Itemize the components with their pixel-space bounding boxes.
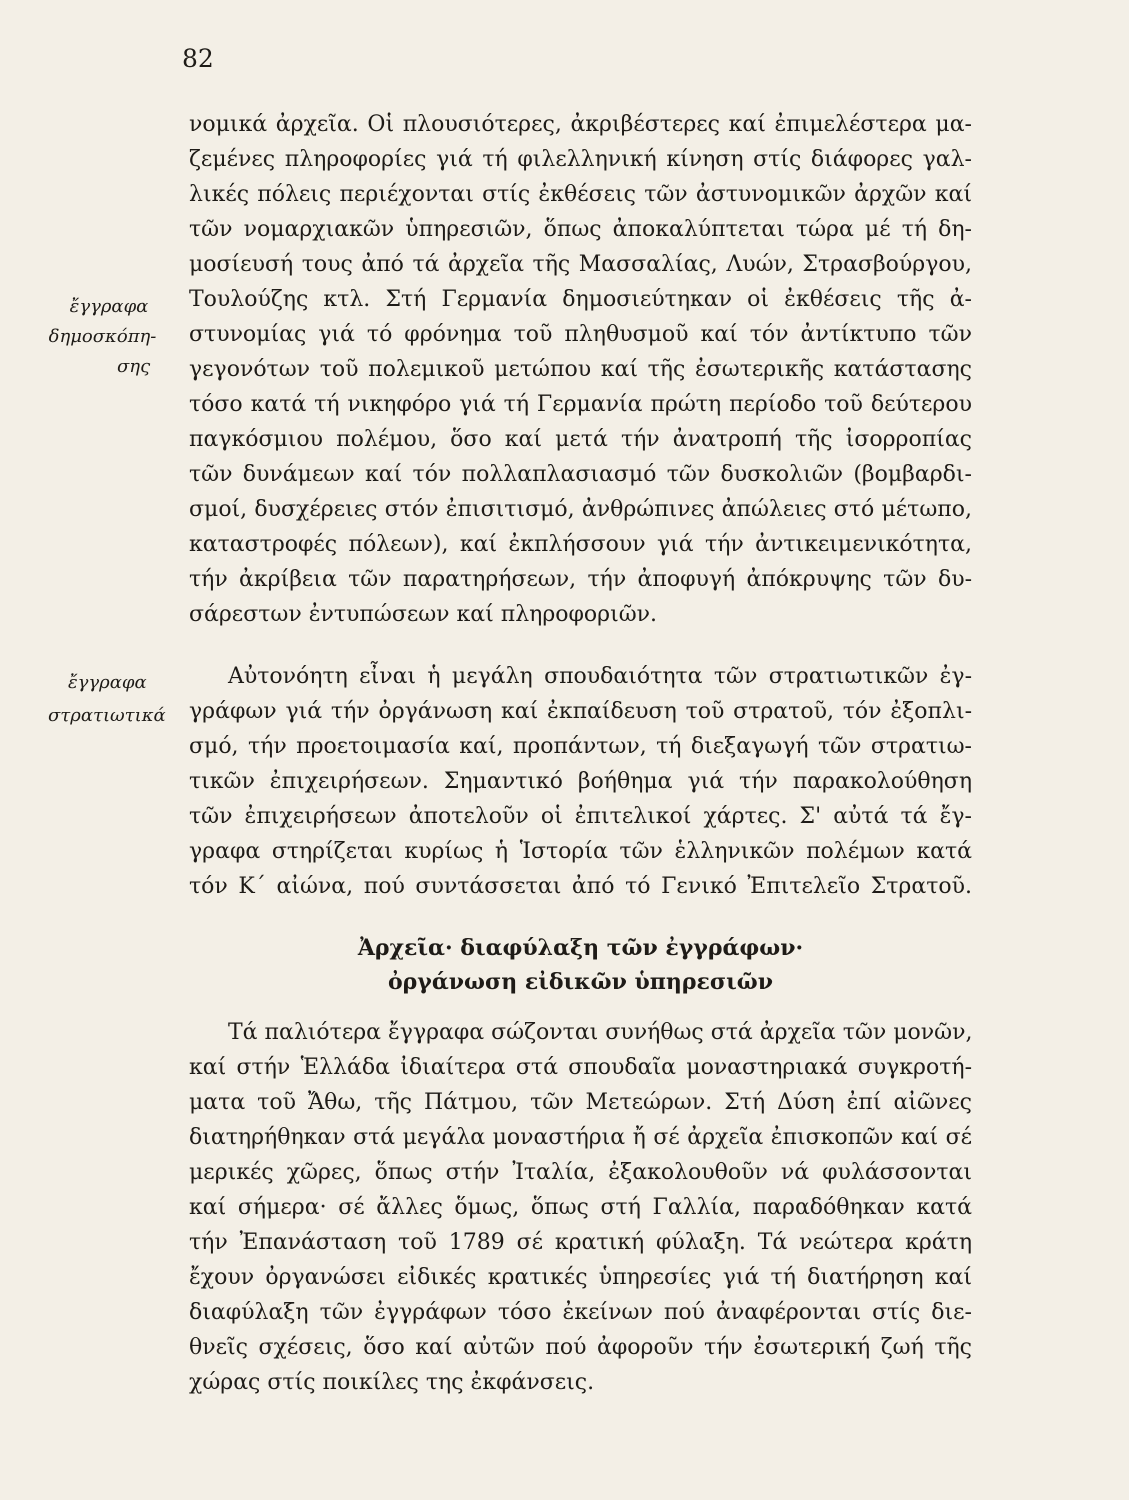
text-line: μερικές χῶρες, ὅπως στήν Ἰταλία, ἐξακολουθοῦν νά φυλάσσονται — [189, 1160, 972, 1185]
text-line: ἔχουν ὀργανώσει εἰδικές κρατικές ὑπηρεσίες γιά τή διατήρηση καί — [189, 1265, 972, 1290]
text-line: σάρεστων ἐντυπώσεων καί πληροφοριῶν. — [189, 602, 658, 627]
text-line: σμό, τήν προετοιμασία καί, προπάντων, τή διεξαγωγή τῶν στρατιω- — [189, 734, 972, 759]
text-line: καταστροφές πόλεων), καί ἐκπλήσσουν γιά τήν ἀντικειμενικότητα, — [189, 532, 972, 557]
text-line: τικῶν ἐπιχειρήσεων. Σημαντικό βοήθημα γιά τήν παρακολούθηση — [189, 769, 972, 794]
text-line: Τά παλιότερα ἔγγραφα σώζονται συνήθως στά ἀρχεῖα τῶν μονῶν, — [228, 1020, 973, 1045]
text-line: ματα τοῦ Ἄθω, τῆς Πάτμου, τῶν Μετεώρων. Στή Δύση ἐπί αἰῶνες — [189, 1090, 972, 1115]
text-line: γράφων γιά τήν ὀργάνωση καί ἐκπαίδευση τοῦ στρατοῦ, τόν ἐξοπλι- — [189, 699, 972, 724]
page-number: 82 — [182, 44, 214, 73]
text-line: τόν Κ΄ αἰώνα, πού συντάσσεται ἀπό τό Γενικό Ἐπιτελεῖο Στρατοῦ. — [189, 874, 972, 899]
margin-note-line: ἔγγραφα — [69, 296, 149, 317]
section-heading: ὀργάνωση εἰδικῶν ὑπηρεσιῶν — [388, 969, 773, 995]
text-line: γραφα στηρίζεται κυρίως ἡ Ἱστορία τῶν ἑλληνικῶν πολέμων κατά — [189, 839, 972, 864]
text-line: ζεμένες πληροφορίες γιά τή φιλελληνική κίνηση στίς διάφορες γαλ- — [189, 147, 972, 172]
text-line: τήν Ἐπανάσταση τοῦ 1789 σέ κρατική φύλαξη. Τά νεώτερα κράτη — [189, 1230, 972, 1255]
text-line: χώρας στίς ποικίλες της ἐκφάνσεις. — [189, 1370, 595, 1395]
text-line: τῶν ἐπιχειρήσεων ἀποτελοῦν οἱ ἐπιτελικοί χάρτες. Σ' αὐτά τά ἔγ- — [189, 804, 972, 829]
text-line: λικές πόλεις περιέχονται στίς ἐκθέσεις τῶν ἀστυνομικῶν ἀρχῶν καί — [189, 182, 972, 207]
text-line: νομικά ἀρχεῖα. Οἱ πλουσιότερες, ἀκριβέστερες καί ἐπιμελέστερα μα- — [189, 112, 972, 137]
text-line: διατηρήθηκαν στά μεγάλα μοναστήρια ἤ σέ ἀρχεῖα ἐπισκοπῶν καί σέ — [189, 1125, 972, 1150]
text-line: καί στήν Ἑλλάδα ἰδιαίτερα στά σπουδαῖα μοναστηριακά συγκροτή- — [189, 1055, 972, 1080]
text-line: παγκόσμιου πολέμου, ὅσο καί μετά τήν ἀνατροπή τῆς ἰσορροπίας — [189, 427, 972, 452]
text-line: σμοί, δυσχέρειες στόν ἐπισιτισμό, ἀνθρώπινες ἀπώλειες στό μέτωπο, — [189, 497, 972, 522]
text-line: τόσο κατά τή νικηφόρο γιά τή Γερμανία πρώτη περίοδο τοῦ δεύτερου — [189, 392, 972, 417]
text-line: θνεῖς σχέσεις, ὅσο καί αὐτῶν πού ἀφοροῦν τήν ἐσωτερική ζωή τῆς — [189, 1335, 972, 1360]
text-line: στυνομίας γιά τό φρόνημα τοῦ πληθυσμοῦ καί τόν ἀντίκτυπο τῶν — [189, 322, 972, 347]
text-line: γεγονότων τοῦ πολεμικοῦ μετώπου καί τῆς ἐσωτερικῆς κατάστασης — [189, 357, 972, 382]
margin-note-line: στρατιωτικά — [48, 705, 166, 726]
section-heading: Ἀρχεῖα· διαφύλαξη τῶν ἐγγράφων· — [357, 935, 804, 961]
text-line: τῶν νομαρχιακῶν ὑπηρεσιῶν, ὅπως ἀποκαλύπτεται τώρα μέ τή δη- — [189, 217, 972, 242]
text-line: καί σήμερα· σέ ἄλλες ὅμως, ὅπως στή Γαλλία, παραδόθηκαν κατά — [189, 1195, 972, 1220]
text-line: τήν ἀκρίβεια τῶν παρατηρήσεων, τήν ἀποφυγή ἀπόκρυψης τῶν δυ- — [189, 567, 972, 592]
text-line: Τουλούζης κτλ. Στή Γερμανία δημοσιεύτηκαν οἱ ἐκθέσεις τῆς ἀ- — [189, 287, 972, 312]
text-line: μοσίευσή τους ἀπό τά ἀρχεῖα τῆς Μασσαλίας, Λυών, Στρασβούργου, — [189, 252, 972, 277]
text-line: Αὐτονόητη εἶναι ἡ μεγάλη σπουδαιότητα τῶν στρατιωτικῶν ἐγ- — [228, 664, 972, 689]
margin-note-line: δημοσκόπη- — [48, 326, 157, 347]
text-line: διαφύλαξη τῶν ἐγγράφων τόσο ἐκείνων πού ἀναφέρονται στίς διε- — [189, 1300, 972, 1325]
margin-note-line: ἔγγραφα — [68, 672, 147, 693]
margin-note-line: σης — [117, 356, 151, 377]
text-line: τῶν δυνάμεων καί τόν πολλαπλασιασμό τῶν δυσκολιῶν (βομβαρδι- — [189, 462, 972, 487]
